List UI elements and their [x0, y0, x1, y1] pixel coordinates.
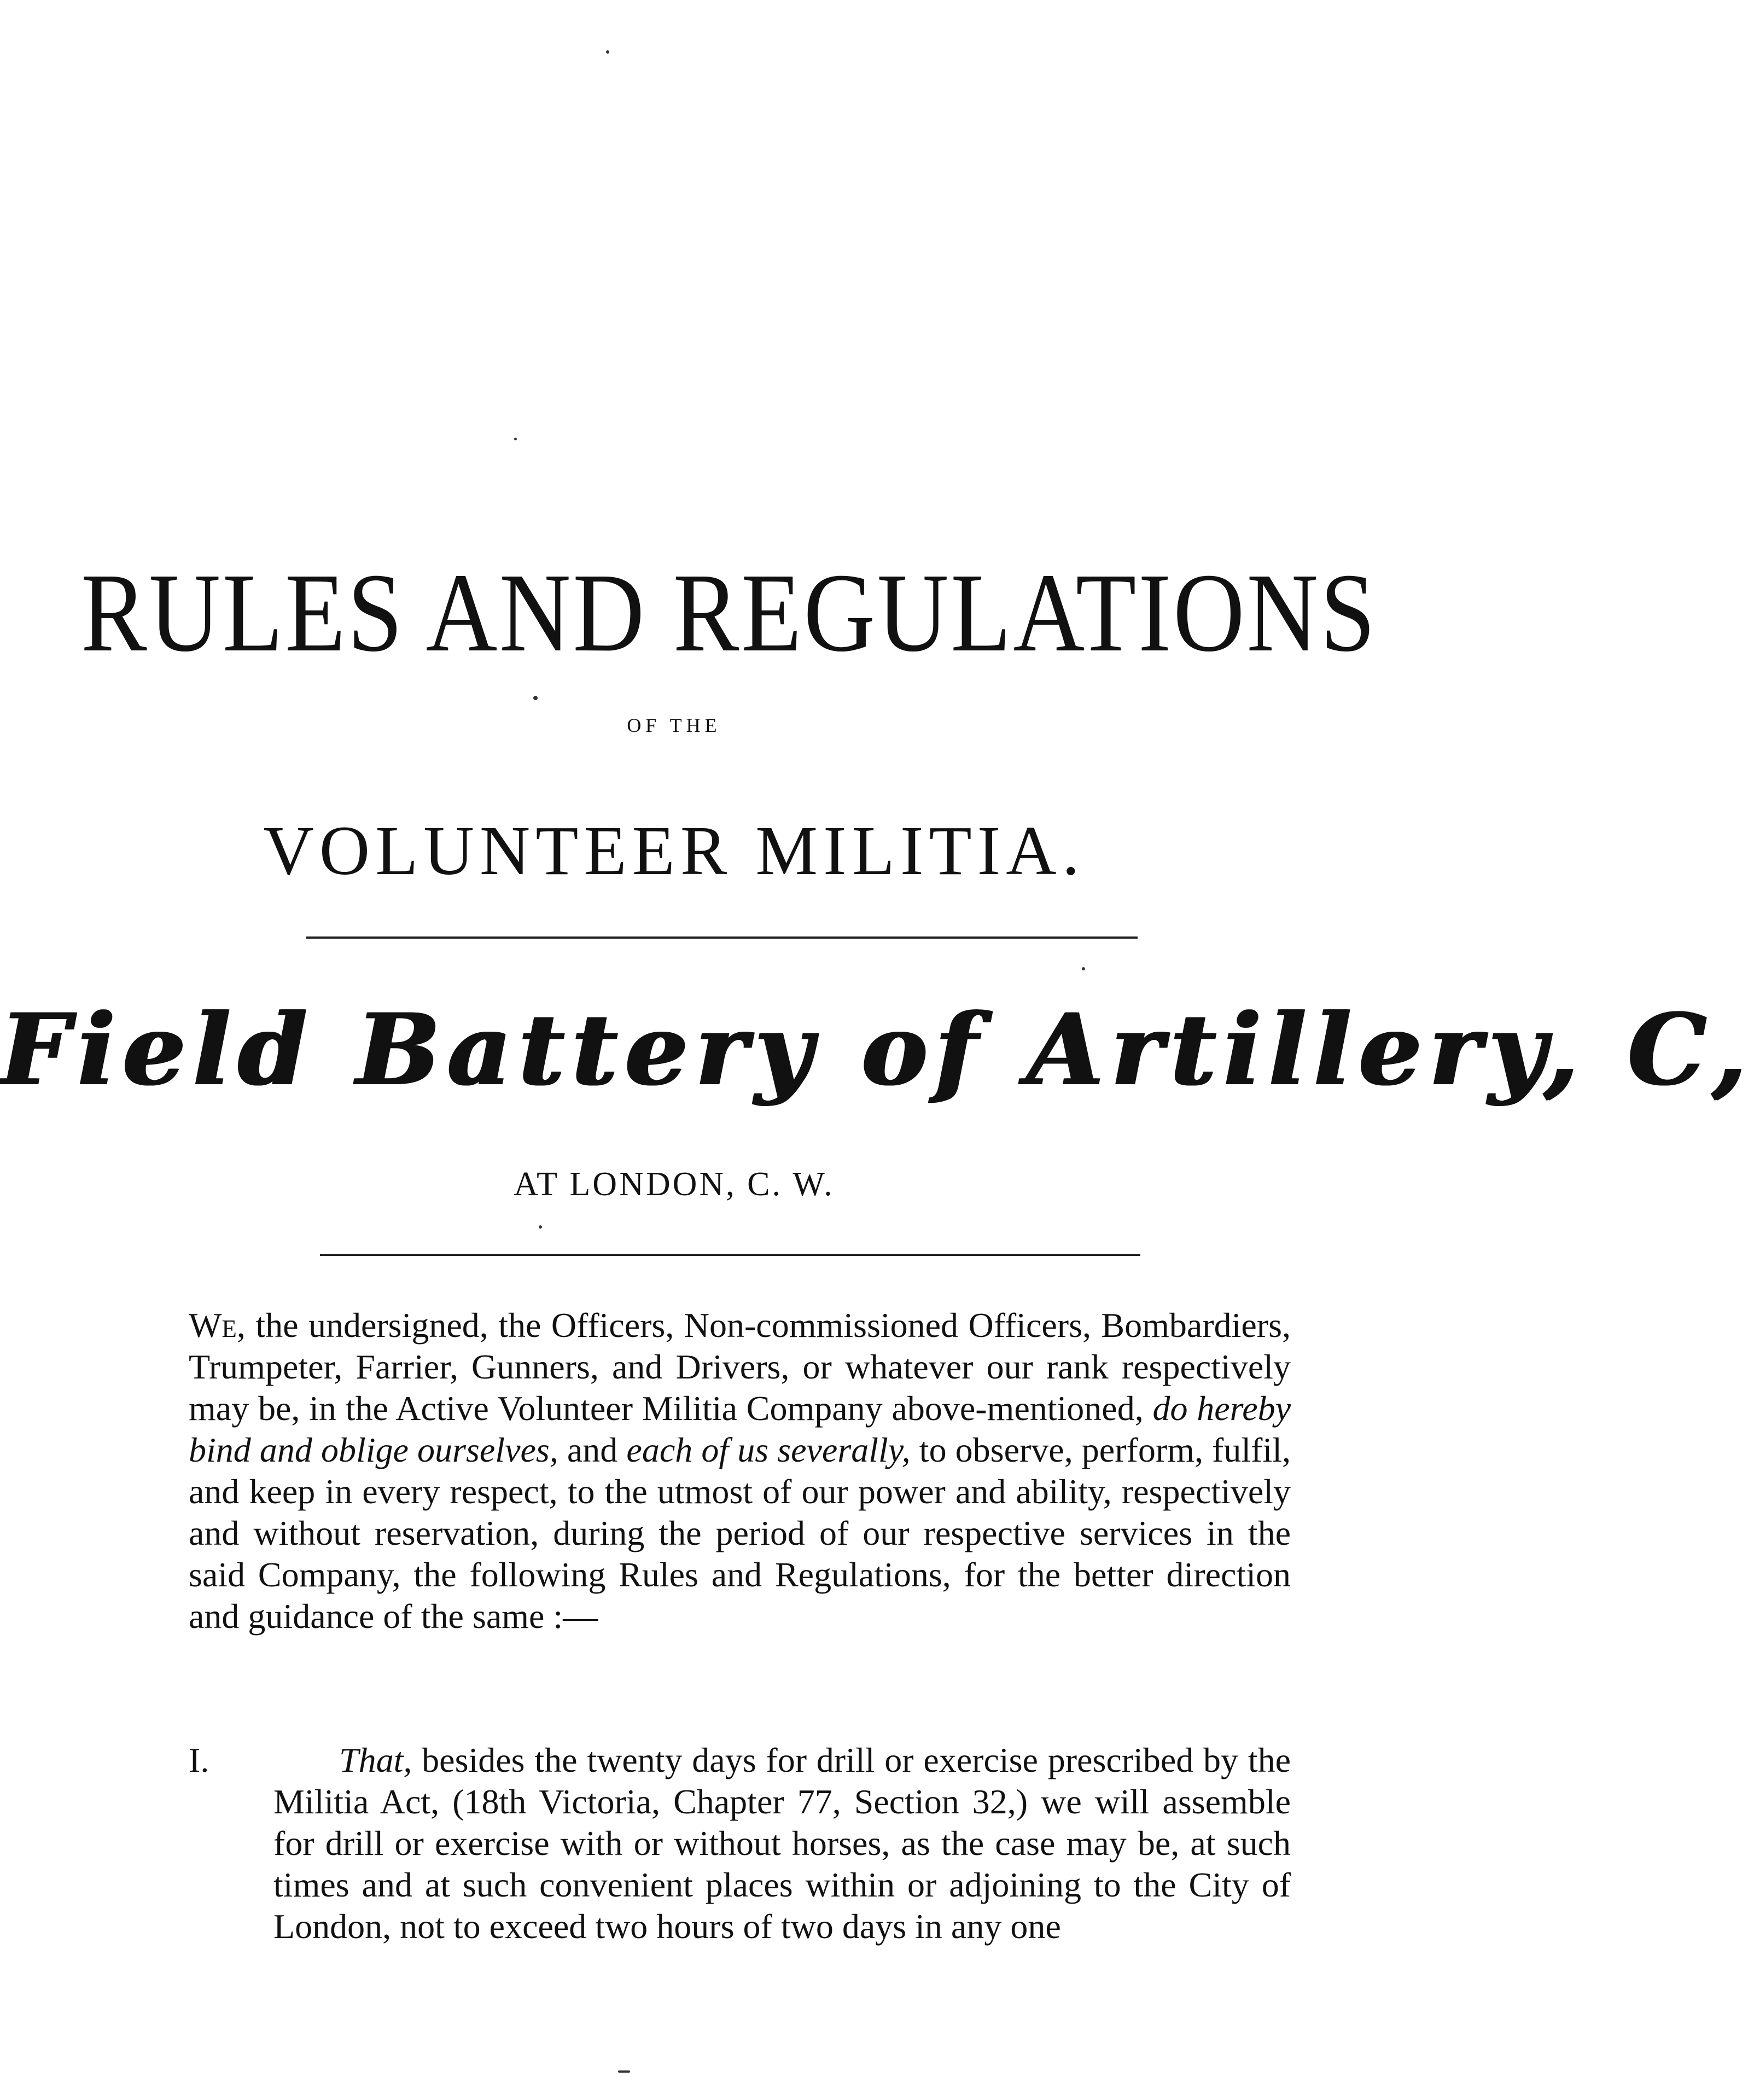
preamble-text: , the undersigned, the Officers, Non-commissioned Officers, Bombardiers, Trumpeter, Farrier, Gunners, and Drivers, or whatever our rank respectively may be, in the Active Volunteer Militia Company above-mentioned, [189, 1306, 1291, 1428]
document-title: RULES AND REGULATIONS [80, 550, 1378, 675]
preamble-italic: each of us severally, [626, 1430, 911, 1469]
print-speck [1082, 967, 1085, 970]
print-speck [539, 1225, 542, 1229]
paragraph-number: I. [189, 1741, 209, 1779]
preamble-text: to observe, perform, fulfil, and keep in every respect, to the utmost of our power and ability, respectively and without reservation, during the period of our respective services in the said Company, the following Rules and Regulations, for the better direction and guidance of the same :— [189, 1430, 1291, 1636]
preamble-text: and [558, 1430, 627, 1469]
location-line: AT LONDON, C. W. [514, 1166, 835, 1203]
paragraph-italic-lead: That, [339, 1741, 412, 1779]
preamble-paragraph [189, 1305, 1291, 1637]
paragraph-body: besides the twenty days for drill or exercise prescribed by the Militia Act, (18th Victoria, Chapter 77, Section 32,) we will assemble for drill or exercise with or without horses, as the case may be, at such times and at such convenient places within or adjoining to the City of London, not to exceed two hours of two days in any one [273, 1741, 1291, 1946]
print-speck [533, 696, 538, 700]
preamble-italic: do hereby bind and oblige ourselves, [189, 1389, 1291, 1469]
preamble-lead: We [189, 1306, 237, 1345]
print-speck [618, 2070, 630, 2073]
print-speck [606, 50, 609, 54]
title-connector: OF THE [627, 714, 721, 736]
unit-heading: Field Battery of Artillery, C, [0, 992, 1754, 1108]
print-speck [514, 438, 517, 440]
divider-rule [306, 936, 1138, 939]
paragraph-text [273, 1740, 1291, 1947]
divider-rule [320, 1254, 1140, 1256]
document-subtitle: VOLUNTEER MILITIA. [263, 812, 1085, 889]
